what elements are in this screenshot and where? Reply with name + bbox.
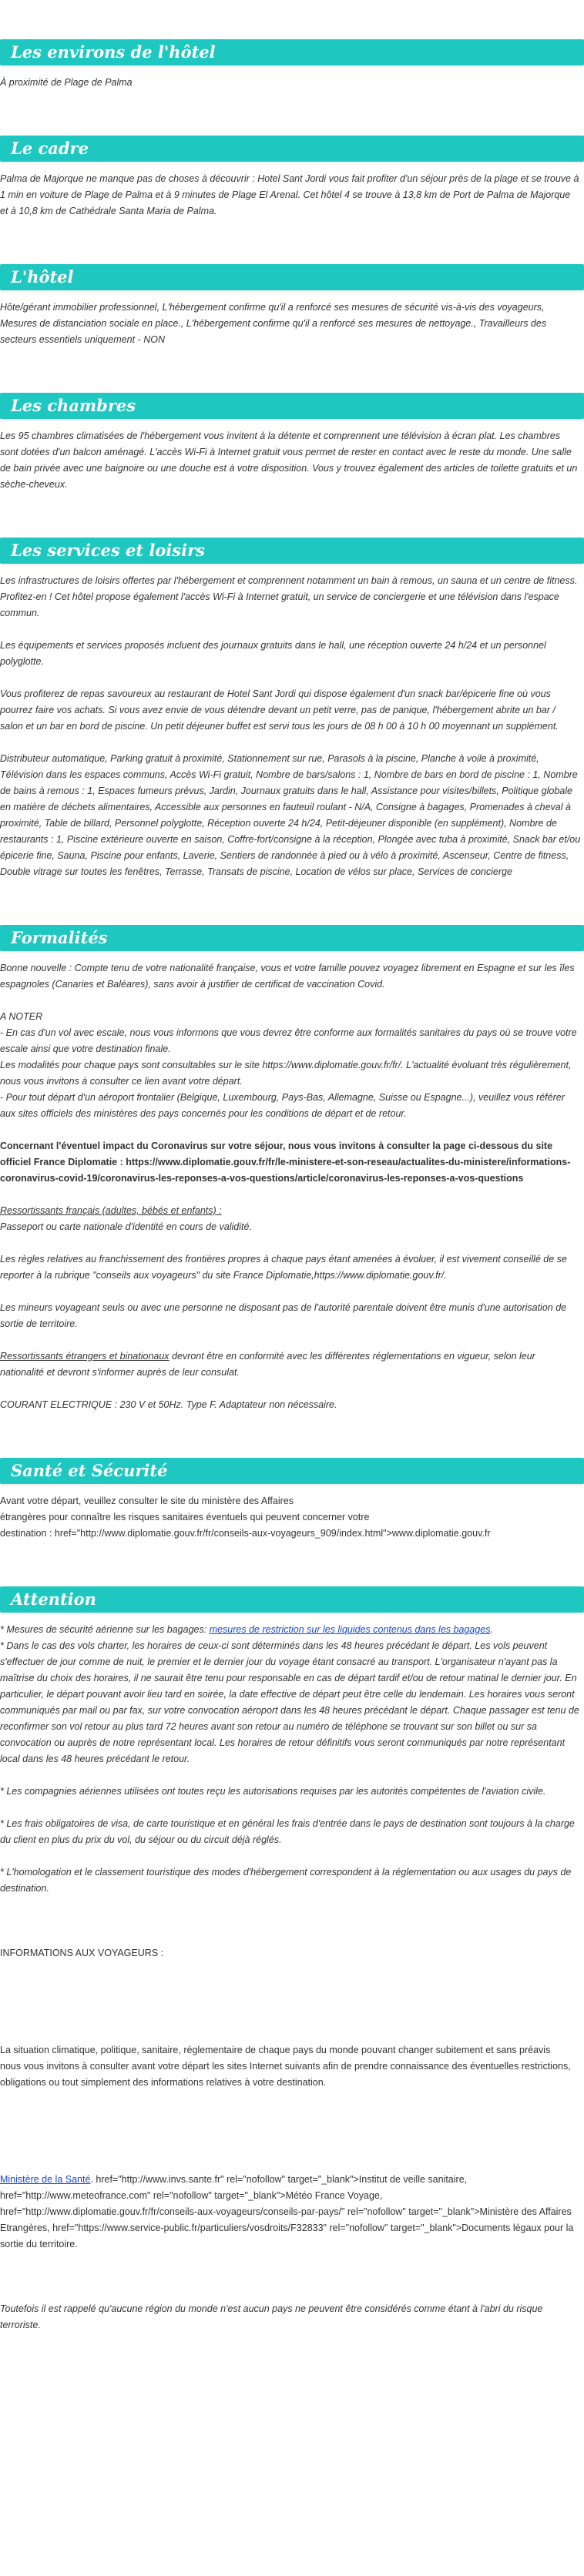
section-title-environs: Les environs de l'hôtel bbox=[0, 39, 584, 65]
informations-voyageurs-title: INFORMATIONS AUX VOYAGEURS : bbox=[0, 1948, 164, 1958]
formalites-ressortissants-etr-title: Ressortissants étrangers et binationaux bbox=[0, 1351, 169, 1362]
services-paragraph-3: Vous profiterez de repas savoureux au restaurant de Hotel Sant Jordi qui dispose également d'un snack bar/épicerie fine où vous pourrez faire vos achats. Si vous avez envie de vous détendre devant un petit verre, pas de panique, l'hébergement abrite un bar / salon et un bar en bord de piscine. Un petit déjeuner buffet est servi tous les jours de 08 h 00 à 10 h 00 moyennant un supplément. bbox=[0, 688, 559, 732]
section-hotel bbox=[0, 264, 584, 348]
sante-line-3: destination : href="http://www.diplomatie.gouv.fr/fr/conseils-aux-voyageurs_909/index.html">www.diplomatie.gouv.fr bbox=[0, 1528, 491, 1539]
section-title-formalites: Formalités bbox=[0, 925, 584, 951]
environs-text bbox=[0, 75, 584, 91]
formalites-nationality: Bonne nouvelle : Compte tenu de votre nationalité française, vous et votre famille pouvez voyagez librement en Espagne et sur les îles espagnoles (Canaries et Baléares), sans avoir à justifier de certificat de vaccination Covid. bbox=[0, 963, 575, 990]
ministere-sante-link[interactable]: Ministère de la Santé bbox=[0, 2174, 91, 2185]
section-environs bbox=[0, 39, 584, 91]
formalites-note-escale: - En cas d'un vol avec escale, nous vous informons que vous devrez être conforme aux formalités sanitaires du pays où se trouve votre escale ainsi que votre destination finale. bbox=[0, 1027, 577, 1054]
formalites-covid: Concernant l'éventuel impact du Coronavirus sur votre séjour, nous vous invitons à consulter la page ci-dessous du site officiel France Diplomatie : https://www.diplomatie.gouv.fr/fr/le-ministere-et-son-reseau/actualites-du-ministere/informations-coronavirus-covid-19/coronavirus-les-reponses-a-vos-questions/article/coronavirus-les-reponses-a-vos-questions bbox=[0, 1141, 571, 1184]
cadre-text bbox=[0, 171, 584, 219]
section-title-hotel: L'hôtel bbox=[0, 264, 584, 290]
attention-vols-charter: * Dans le cas des vols charter, les horaires de ceux-ci sont déterminés dans les 48 heures précédant le départ. Les vols peuvent s'effectuer de jour comme de nuit, le premier et le dernier jour du voyage étant consacré au transport. L'organisateur n'ayant pas la maîtrise du choix des horaires, il ne saurait être tenu pour responsable en cas de départ tardif et/ou de retour matinal le dernier jour. En particulier, le départ pouvant avoir lieu tard en soirée, la date effective de départ peut être celle du lendemain. Les horaires vous seront communiqués par mail ou par fax, sur votre convocation aéroport dans les 48 heures précédant le départ. Chaque passager est tenu de reconfirmer son vol retour au plus tard 72 heures avant son retour au numéro de téléphone se trouvant sur son billet ou sur sa convocation ou auprès de notre représentant local. Les horaires de retour définitifs vous seront communiqués par notre représentant local dans les 48 heures précédant le retour. bbox=[0, 1640, 579, 1764]
formalites-ressortissants-fr-title: Ressortissants français (adultes, bébés et enfants) : bbox=[0, 1205, 222, 1216]
attention-compagnies: * Les compagnies aériennes utilisées ont toutes reçu les autorisations requises par les autorités compétentes de l'aviation civile. bbox=[0, 1786, 546, 1797]
services-paragraph-1: Les infrastructures de loisirs offertes par l'hébergement et comprennent notamment un bain à remous, un sauna et un centre de fitness. Profitez-en ! Cet hôtel propose également l'accès Wi-Fi à Internet gratuit, un service de conciergerie et une télévision dans l'espace commun. bbox=[0, 575, 578, 618]
attention-bagages-label: * Mesures de sécurité aérienne sur les bagages: bbox=[0, 1624, 210, 1635]
section-formalites bbox=[0, 925, 584, 1413]
situation-line-2: nous vous invitons à consulter avant votre départ les sites Internet suivants afin de prendre connaissance des éventuelles restrictions, obligations ou tout simplement des informations relatives à votre destination. bbox=[0, 2061, 571, 2088]
situation-line-1: La situation climatique, politique, sanitaire, réglementaire de chaque pays du monde pouvant changer subitement et sans préavis bbox=[0, 2045, 551, 2055]
chambres-text bbox=[0, 428, 584, 493]
sante-line-1: Avant votre départ, veuillez consulter le site du ministère des Affaires bbox=[0, 1496, 294, 1506]
section-attention bbox=[0, 1586, 584, 2333]
services-amenities-list: Distributeur automatique, Parking gratuit à proximité, Stationnement sur rue, Parasols à la piscine, Planche à voile à proximité, Télévision dans les espaces communs, Accès Wi-Fi gratuit, Nombre de bars/salons : 1, Nombre de bars en bord de piscine : 1, Nombre de bains à remous : 1, Espaces fumeurs prévus, Jardin, Journaux gratuits dans le hall, Assistance pour visites/billets, Politique globale en matière de déchets alimentaires, Accessible aux personnes en fauteuil roulant - N/A, Consigne à bagages, Promenades à cheval à proximité, Table de billard, Personnel polyglotte, Réception ouverte 24 h/24, Petit-déjeuner disponible (en supplément), Nombre de restaurants : 1, Piscine extérieure ouverte en saison, Coffre-fort/consigne à la réception, Plongée avec tuba à proximité, Snack bar et/ou épicerie fine, Sauna, Piscine pour enfants, Laverie, Sentiers de randonnée à pied ou à vélo à proximité, Ascenseur, Centre de fitness, Double vitrage sur toutes les fenêtres, Terrasse, Transats de piscine, Location de vélos sur place, Services de concierge bbox=[0, 753, 581, 877]
attention-frais-visa: * Les frais obligatoires de visa, de carte touristique et en général les frais d'entrée dans le pays de destination sont toujours à la charge du client en plus du prix du vol, du séjour ou du circuit déjà réglés. bbox=[0, 1818, 575, 1845]
section-sante bbox=[0, 1458, 584, 1542]
formalites-ressortissants-etr bbox=[0, 1348, 581, 1381]
ministere-links-text: . href="http://www.invs.sante.fr" rel="nofollow" target="_blank">Institut de veille sanitaire, href="http://www.meteofrance.com" rel="nofollow" target="_blank">Météo France Voyage, href="http://www.diplomatie.gouv.fr/fr/conseils-aux-voyageurs/conseils-par-pays/" rel="nofollow" target="_blank">Ministère des Affaires Etrangères, href="https://www.service-public.fr/particuliers/vosdroits/F32833" rel="nofollow" target="_blank">Documents légaux pour la sortie du territoire. bbox=[0, 2174, 574, 2249]
section-title-cadre: Le cadre bbox=[0, 136, 584, 162]
formalites-note-frontalier: - Pour tout départ d'un aéroport frontalier (Belgique, Luxembourg, Pays-Bas, Allemagne, Suisse ou Espagne...), veuillez vous référer aux sites officiels des ministères des pays concernés pour les conditions de départ et de retour. bbox=[0, 1092, 565, 1119]
hotel-paragraph: Hôte/gérant immobilier professionnel, L'hébergement confirme qu'il a renforcé ses mesures de sécurité vis-à-vis des voyageurs, Mesures de distanciation sociale en place., L'hébergement confirme qu'il a renforcé ses mesures de nettoyage., Travailleurs des secteurs essentiels uniquement - NON bbox=[0, 302, 547, 345]
section-title-attention: Attention bbox=[0, 1586, 584, 1613]
ministere-links bbox=[0, 2172, 581, 2253]
services-paragraph-2: Les équipements et services proposés incluent des journaux gratuits dans le hall, une réception ouverte 24 h/24 et un personnel polyglotte. bbox=[0, 640, 546, 667]
section-title-sante: Santé et Sécurité bbox=[0, 1458, 584, 1484]
sante-text bbox=[0, 1493, 584, 1542]
attention-bagages bbox=[0, 1622, 581, 1638]
formalites-text bbox=[0, 960, 584, 1413]
section-chambres bbox=[0, 393, 584, 493]
section-title-services: Les services et loisirs bbox=[0, 538, 584, 564]
attention-terrorisme: Toutefois il est rappelé qu'aucune région du monde n'est aucun pays ne peuvent être considérés comme étant à l'abri du risque terroriste. bbox=[0, 2303, 543, 2330]
section-cadre bbox=[0, 136, 584, 219]
hotel-text bbox=[0, 300, 584, 348]
sante-line-2: étrangères pour connaître les risques sanitaires éventuels qui peuvent concerner votre bbox=[0, 1512, 370, 1522]
formalites-ressortissants-etr-text: devront être en conformité avec les différentes réglementations en vigueur, selon leur nationalité et devront s'informer auprès de leur consulat. bbox=[0, 1351, 535, 1378]
formalites-mineurs: Les mineurs voyageant seuls ou avec une personne ne disposant pas de l'autorité parentale doivent être munis d'une autorisation de sortie de territoire. bbox=[0, 1302, 567, 1329]
attention-homologation: * L'homologation et le classement touristique des modes d'hébergement correspondent à la réglementation ou aux usages du pays de destination. bbox=[0, 1867, 572, 1894]
formalites-note-modalites: Les modalités pour chaque pays sont consultables sur le site https://www.diplomatie.gouv.fr/fr/. L'actualité évoluant très régulièrement, nous vous invitons à consulter ce lien avant votre départ. bbox=[0, 1060, 572, 1087]
services-text bbox=[0, 573, 584, 880]
attention-bagages-end: . bbox=[490, 1624, 493, 1635]
formalites-courant: COURANT ELECTRIQUE : 230 V et 50Hz. Type F. Adaptateur non nécessaire. bbox=[0, 1399, 337, 1410]
chambres-paragraph: Les 95 chambres climatisées de l'hébergement vous invitent à la détente et comprennent une télévision à écran plat. Les chambres sont dotées d'un balcon aménagé. L'accès Wi-Fi à Internet gratuit vous permet de rester en contact avec le reste du monde. Une salle de bain privée avec une baignoire ou une douche est à votre disposition. Vous y trouvez également des articles de toilette gratuits et un sèche-cheveux. bbox=[0, 430, 578, 490]
environs-paragraph: À proximité de Plage de Palma bbox=[0, 77, 133, 88]
section-services bbox=[0, 538, 584, 880]
attention-text bbox=[0, 1622, 584, 2333]
cadre-paragraph: Palma de Majorque ne manque pas de choses à découvrir : Hotel Sant Jordi vous fait profiter d'un séjour près de la plage et se trouve à 1 min en voiture de Plage de Palma et à 9 minutes de Plage El Arenal. Cet hôtel 4 se trouve à 13,8 km de Port de Palma de Majorque et à 10,8 km de Cathédrale Santa Maria de Palma. bbox=[0, 173, 579, 216]
section-title-chambres: Les chambres bbox=[0, 393, 584, 419]
formalites-ressortissants-fr-text: Passeport ou carte nationale d'identité en cours de validité. bbox=[0, 1221, 252, 1232]
formalites-regles: Les règles relatives au franchissement des frontières propres à chaque pays étant amenées à évoluer, il est vivement conseillé de se reporter à la rubrique "conseils aux voyageurs" du site France Diplomatie,https://www.diplomatie.gouv.fr/. bbox=[0, 1254, 567, 1281]
formalites-a-noter: A NOTER bbox=[0, 1011, 43, 1022]
liquides-restriction-link[interactable]: mesures de restriction sur les liquides contenus dans les bagages bbox=[209, 1624, 491, 1635]
